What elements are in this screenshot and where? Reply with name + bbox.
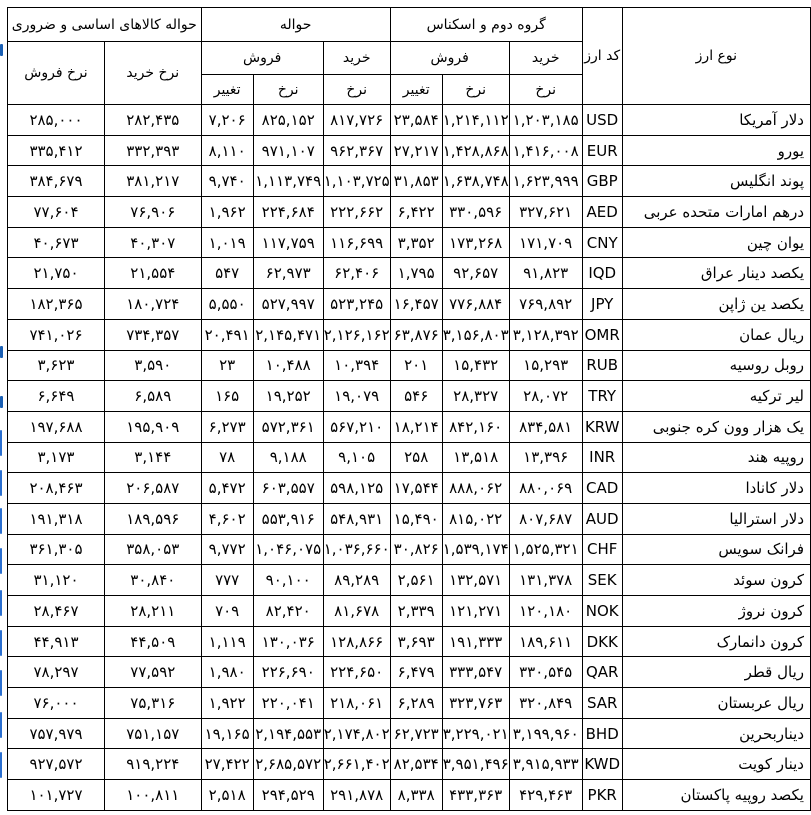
group2-sell-rate-cell: ۱,۲۱۴,۱۱۲ [442, 105, 509, 136]
group2-change-cell: ۶,۴۲۲ [390, 197, 442, 228]
edge-marker [0, 630, 2, 656]
transfer-change-cell: ۷,۲۰۶ [201, 105, 253, 136]
transfer-sell-rate-cell: ۵۷۲,۳۶۱ [253, 411, 323, 442]
group2-sell-rate-cell: ۳۲۳,۷۶۳ [442, 688, 509, 719]
group2-sell-rate-cell: ۱,۶۳۸,۷۴۸ [442, 166, 509, 197]
group2-change-cell: ۲,۵۶۱ [390, 565, 442, 596]
transfer-sell-rate-cell: ۲۲۶,۶۹۰ [253, 657, 323, 688]
header-currency-type: نوع ارز [622, 8, 810, 105]
group2-buy-rate-cell: ۱,۵۲۵,۳۲۱ [509, 534, 582, 565]
table-row [8, 688, 811, 719]
essential-sell-rate-cell: ۲۰۸,۴۶۳ [8, 473, 105, 504]
currency-code-cell: KWD [582, 749, 622, 780]
transfer-change-cell: ۵,۵۵۰ [201, 289, 253, 320]
essential-sell-rate-cell: ۷۷,۶۰۴ [8, 197, 105, 228]
group2-sell-rate-cell: ۲۸,۳۲۷ [442, 381, 509, 412]
group2-buy-rate-cell: ۳۳۰,۵۴۵ [509, 657, 582, 688]
table-row [8, 319, 811, 350]
edge-marker [0, 590, 2, 616]
essential-buy-rate-cell: ۷۳۴,۳۵۷ [104, 319, 201, 350]
currency-name-cell: ریال قطر [622, 657, 810, 688]
group2-buy-rate-cell: ۳,۹۱۵,۹۳۳ [509, 749, 582, 780]
currency-name-cell: کرون نروژ [622, 596, 810, 627]
group2-change-cell: ۱۸,۲۱۴ [390, 411, 442, 442]
transfer-change-cell: ۴,۶۰۲ [201, 503, 253, 534]
group2-sell-rate-cell: ۴۳۳,۳۶۳ [442, 780, 509, 811]
group2-change-cell: ۲۰۱ [390, 350, 442, 381]
transfer-sell-rate-cell: ۸۲۵,۱۵۲ [253, 105, 323, 136]
transfer-sell-rate-cell: ۱۰,۴۸۸ [253, 350, 323, 381]
essential-sell-rate-cell: ۲۱,۷۵۰ [8, 258, 105, 289]
essential-buy-rate-cell: ۲۱,۵۵۴ [104, 258, 201, 289]
transfer-change-cell: ۲۳ [201, 350, 253, 381]
currency-code-cell: AUD [582, 503, 622, 534]
group2-buy-rate-cell: ۳,۱۲۸,۳۹۲ [509, 319, 582, 350]
currency-name-cell: دینار کویت [622, 749, 810, 780]
transfer-buy-rate-cell: ۱۹,۰۷۹ [323, 381, 390, 412]
transfer-sell-rate-cell: ۹,۱۸۸ [253, 442, 323, 473]
essential-buy-rate-cell: ۳۰,۸۴۰ [104, 565, 201, 596]
transfer-buy-rate-cell: ۱۰,۳۹۴ [323, 350, 390, 381]
currency-name-cell: فرانک سویس [622, 534, 810, 565]
transfer-change-cell: ۲۰,۴۹۱ [201, 319, 253, 350]
currency-code-cell: USD [582, 105, 622, 136]
transfer-buy-rate-cell: ۶۲,۴۰۶ [323, 258, 390, 289]
group2-sell-rate-cell: ۳۳۰,۵۹۶ [442, 197, 509, 228]
table-row [8, 381, 811, 412]
header-transfer: حواله [201, 8, 390, 42]
essential-sell-rate-cell: ۷۴۱,۰۲۶ [8, 319, 105, 350]
transfer-buy-rate-cell: ۲۱۸,۰۶۱ [323, 688, 390, 719]
transfer-buy-rate-cell: ۵۶۷,۲۱۰ [323, 411, 390, 442]
transfer-buy-rate-cell: ۱,۱۰۳,۷۲۵ [323, 166, 390, 197]
transfer-buy-rate-cell: ۵۹۸,۱۲۵ [323, 473, 390, 504]
transfer-sell-rate-cell: ۱,۰۴۶,۰۷۵ [253, 534, 323, 565]
currency-name-cell: دلار استرالیا [622, 503, 810, 534]
currency-name-cell: یکصد ین ژاپن [622, 289, 810, 320]
group2-buy-rate-cell: ۳,۱۹۹,۹۶۰ [509, 718, 582, 749]
group2-change-cell: ۸۲,۵۳۴ [390, 749, 442, 780]
currency-name-cell: دلار کانادا [622, 473, 810, 504]
currency-name-cell: یک هزار وون کره جنوبی [622, 411, 810, 442]
transfer-buy-rate-cell: ۹۶۲,۳۶۷ [323, 135, 390, 166]
currency-code-cell: INR [582, 442, 622, 473]
currency-code-cell: AED [582, 197, 622, 228]
currency-code-cell: CNY [582, 227, 622, 258]
essential-sell-rate-cell: ۳,۶۲۳ [8, 350, 105, 381]
essential-sell-rate-cell: ۷۸,۲۹۷ [8, 657, 105, 688]
group2-change-cell: ۳۱,۸۵۳ [390, 166, 442, 197]
transfer-change-cell: ۱,۹۸۰ [201, 657, 253, 688]
essential-buy-rate-cell: ۷۶,۹۰۶ [104, 197, 201, 228]
group2-sell-rate-cell: ۱۵,۴۳۲ [442, 350, 509, 381]
header-group2-buy: خرید [509, 42, 582, 75]
transfer-change-cell: ۲,۵۱۸ [201, 780, 253, 811]
group2-change-cell: ۵۴۶ [390, 381, 442, 412]
transfer-change-cell: ۱,۰۱۹ [201, 227, 253, 258]
transfer-sell-rate-cell: ۹۰,۱۰۰ [253, 565, 323, 596]
transfer-sell-rate-cell: ۱۱۷,۷۵۹ [253, 227, 323, 258]
transfer-change-cell: ۱,۹۶۲ [201, 197, 253, 228]
transfer-sell-rate-cell: ۶۰۳,۵۵۷ [253, 473, 323, 504]
group2-sell-rate-cell: ۸۸۸,۰۶۲ [442, 473, 509, 504]
currency-name-cell: یکصد دینار عراق [622, 258, 810, 289]
transfer-sell-rate-cell: ۵۵۳,۹۱۶ [253, 503, 323, 534]
transfer-sell-rate-cell: ۱,۱۱۳,۷۴۹ [253, 166, 323, 197]
header-transfer-sell-rate: نرخ [253, 75, 323, 105]
table-row [8, 534, 811, 565]
currency-code-cell: GBP [582, 166, 622, 197]
essential-buy-rate-cell: ۲۸۲,۴۳۵ [104, 105, 201, 136]
table-row [8, 105, 811, 136]
essential-buy-rate-cell: ۳,۱۴۴ [104, 442, 201, 473]
table-row [8, 166, 811, 197]
currency-code-cell: KRW [582, 411, 622, 442]
essential-sell-rate-cell: ۱۰۱,۷۲۷ [8, 780, 105, 811]
transfer-buy-rate-cell: ۱۱۶,۶۹۹ [323, 227, 390, 258]
essential-sell-rate-cell: ۴۰,۶۷۳ [8, 227, 105, 258]
group2-change-cell: ۶,۲۸۹ [390, 688, 442, 719]
header-currency-code: کد ارز [582, 8, 622, 105]
header-group2-change: تغییر [390, 75, 442, 105]
transfer-buy-rate-cell: ۱,۰۳۶,۶۶۰ [323, 534, 390, 565]
essential-sell-rate-cell: ۲۸,۴۶۷ [8, 596, 105, 627]
essential-sell-rate-cell: ۶,۶۴۹ [8, 381, 105, 412]
essential-sell-rate-cell: ۲۸۵,۰۰۰ [8, 105, 105, 136]
edge-marker [0, 396, 3, 408]
table-row [8, 135, 811, 166]
transfer-sell-rate-cell: ۹۷۱,۱۰۷ [253, 135, 323, 166]
essential-buy-rate-cell: ۷۷,۵۹۲ [104, 657, 201, 688]
essential-buy-rate-cell: ۴۴,۵۰۹ [104, 626, 201, 657]
group2-buy-rate-cell: ۱۳,۳۹۶ [509, 442, 582, 473]
group2-buy-rate-cell: ۱۷۱,۷۰۹ [509, 227, 582, 258]
transfer-sell-rate-cell: ۲,۶۸۵,۵۷۲ [253, 749, 323, 780]
group2-change-cell: ۲۷,۲۱۷ [390, 135, 442, 166]
exchange-rate-table [7, 7, 811, 811]
table-row [8, 718, 811, 749]
table-row [8, 227, 811, 258]
group2-change-cell: ۶۲,۷۲۳ [390, 718, 442, 749]
currency-name-cell: دلار آمریکا [622, 105, 810, 136]
currency-name-cell: روبل روسیه [622, 350, 810, 381]
essential-buy-rate-cell: ۳,۵۹۰ [104, 350, 201, 381]
transfer-buy-rate-cell: ۲۲۴,۶۵۰ [323, 657, 390, 688]
transfer-sell-rate-cell: ۸۲,۴۲۰ [253, 596, 323, 627]
currency-code-cell: QAR [582, 657, 622, 688]
currency-code-cell: OMR [582, 319, 622, 350]
table-row [8, 289, 811, 320]
group2-change-cell: ۲۳,۵۸۴ [390, 105, 442, 136]
group2-sell-rate-cell: ۸۱۵,۰۲۲ [442, 503, 509, 534]
currency-code-cell: PKR [582, 780, 622, 811]
header-essential-sell-rate: نرخ فروش [8, 42, 105, 105]
transfer-buy-rate-cell: ۸۹,۲۸۹ [323, 565, 390, 596]
edge-marker [0, 508, 2, 534]
transfer-change-cell: ۶,۲۷۳ [201, 411, 253, 442]
essential-buy-rate-cell: ۹۱۹,۲۲۴ [104, 749, 201, 780]
group2-buy-rate-cell: ۴۲۹,۴۶۳ [509, 780, 582, 811]
essential-buy-rate-cell: ۴۰,۳۰۷ [104, 227, 201, 258]
group2-sell-rate-cell: ۳,۱۵۶,۸۰۳ [442, 319, 509, 350]
currency-name-cell: درهم امارات متحده عربی [622, 197, 810, 228]
currency-name-cell: کرون دانمارک [622, 626, 810, 657]
currency-code-cell: RUB [582, 350, 622, 381]
table-row [8, 503, 811, 534]
table-row [8, 258, 811, 289]
essential-buy-rate-cell: ۲۸,۲۱۱ [104, 596, 201, 627]
currency-name-cell: یوان چین [622, 227, 810, 258]
group2-change-cell: ۶,۴۷۹ [390, 657, 442, 688]
group2-sell-rate-cell: ۳,۹۵۱,۴۹۶ [442, 749, 509, 780]
group2-sell-rate-cell: ۳۳۳,۵۴۷ [442, 657, 509, 688]
currency-name-cell: ریال عمان [622, 319, 810, 350]
currency-name-cell: کرون سوئد [622, 565, 810, 596]
group2-buy-rate-cell: ۱۸۹,۶۱۱ [509, 626, 582, 657]
group2-sell-rate-cell: ۷۷۶,۸۸۴ [442, 289, 509, 320]
header-group2-buy-rate: نرخ [509, 75, 582, 105]
essential-buy-rate-cell: ۳۸۱,۲۱۷ [104, 166, 201, 197]
group2-buy-rate-cell: ۸۰۷,۶۸۷ [509, 503, 582, 534]
group2-buy-rate-cell: ۹۱,۸۲۳ [509, 258, 582, 289]
transfer-sell-rate-cell: ۲۲۰,۰۴۱ [253, 688, 323, 719]
header-group2-cash: گروه دوم و اسکناس [390, 8, 582, 42]
group2-buy-rate-cell: ۷۶۹,۸۹۲ [509, 289, 582, 320]
transfer-change-cell: ۹,۷۴۰ [201, 166, 253, 197]
currency-code-cell: SAR [582, 688, 622, 719]
transfer-sell-rate-cell: ۲۲۴,۶۸۴ [253, 197, 323, 228]
group2-buy-rate-cell: ۳۲۷,۶۲۱ [509, 197, 582, 228]
group2-sell-rate-cell: ۱۲۱,۲۷۱ [442, 596, 509, 627]
group2-sell-rate-cell: ۱۷۳,۲۶۸ [442, 227, 509, 258]
edge-marker [0, 670, 2, 696]
group2-change-cell: ۱۷,۵۴۴ [390, 473, 442, 504]
group2-buy-rate-cell: ۸۸۰,۰۶۹ [509, 473, 582, 504]
currency-name-cell: یکصد روپیه پاکستان [622, 780, 810, 811]
essential-sell-rate-cell: ۳۳۵,۴۱۲ [8, 135, 105, 166]
transfer-buy-rate-cell: ۵۴۸,۹۳۱ [323, 503, 390, 534]
essential-sell-rate-cell: ۳۸۴,۶۷۹ [8, 166, 105, 197]
header-group2-sell-rate: نرخ [442, 75, 509, 105]
group2-sell-rate-cell: ۱۹۱,۳۳۳ [442, 626, 509, 657]
currency-code-cell: TRY [582, 381, 622, 412]
essential-buy-rate-cell: ۲۰۶,۵۸۷ [104, 473, 201, 504]
header-essential-buy-rate: نرخ خرید [104, 42, 201, 105]
table-row [8, 350, 811, 381]
transfer-buy-rate-cell: ۹,۱۰۵ [323, 442, 390, 473]
currency-name-cell: روپیه هند [622, 442, 810, 473]
currency-code-cell: NOK [582, 596, 622, 627]
group2-buy-rate-cell: ۱,۲۰۳,۱۸۵ [509, 105, 582, 136]
essential-buy-rate-cell: ۱۰۰,۸۱۱ [104, 780, 201, 811]
transfer-change-cell: ۵,۴۷۲ [201, 473, 253, 504]
transfer-buy-rate-cell: ۸۱,۶۷۸ [323, 596, 390, 627]
transfer-change-cell: ۱,۹۲۲ [201, 688, 253, 719]
transfer-change-cell: ۸,۱۱۰ [201, 135, 253, 166]
transfer-buy-rate-cell: ۱۲۸,۸۶۶ [323, 626, 390, 657]
group2-sell-rate-cell: ۱۳۲,۵۷۱ [442, 565, 509, 596]
currency-name-cell: لیر ترکیه [622, 381, 810, 412]
essential-buy-rate-cell: ۷۵۱,۱۵۷ [104, 718, 201, 749]
group2-sell-rate-cell: ۱,۵۳۹,۱۷۴ [442, 534, 509, 565]
essential-sell-rate-cell: ۱۹۷,۶۸۸ [8, 411, 105, 442]
table-row [8, 657, 811, 688]
currency-name-cell: ریال عربستان [622, 688, 810, 719]
transfer-change-cell: ۹,۷۷۲ [201, 534, 253, 565]
header-essential-goods-transfer: حواله کالاهای اساسی و ضروری [8, 8, 202, 42]
header-transfer-buy-rate: نرخ [323, 75, 390, 105]
table-row [8, 473, 811, 504]
transfer-buy-rate-cell: ۲,۶۶۱,۴۰۲ [323, 749, 390, 780]
transfer-change-cell: ۵۴۷ [201, 258, 253, 289]
table-row [8, 596, 811, 627]
edge-marker [0, 752, 2, 778]
currency-name-cell: دیناربحرین [622, 718, 810, 749]
group2-change-cell: ۲,۳۳۹ [390, 596, 442, 627]
group2-buy-rate-cell: ۱,۶۲۳,۹۹۹ [509, 166, 582, 197]
currency-code-cell: DKK [582, 626, 622, 657]
transfer-sell-rate-cell: ۶۲,۹۷۳ [253, 258, 323, 289]
transfer-change-cell: ۷۷۷ [201, 565, 253, 596]
currency-code-cell: JPY [582, 289, 622, 320]
transfer-change-cell: ۱,۱۱۹ [201, 626, 253, 657]
group2-buy-rate-cell: ۱,۴۱۶,۰۰۸ [509, 135, 582, 166]
group2-sell-rate-cell: ۳,۲۲۹,۰۲۱ [442, 718, 509, 749]
transfer-change-cell: ۲۷,۴۲۲ [201, 749, 253, 780]
edge-marker [0, 44, 3, 56]
group2-change-cell: ۳,۳۵۲ [390, 227, 442, 258]
transfer-buy-rate-cell: ۲۲۲,۶۶۲ [323, 197, 390, 228]
left-edge-strip [0, 0, 6, 815]
essential-buy-rate-cell: ۳۵۸,۰۵۳ [104, 534, 201, 565]
group2-buy-rate-cell: ۱۵,۲۹۳ [509, 350, 582, 381]
essential-sell-rate-cell: ۷۶,۰۰۰ [8, 688, 105, 719]
transfer-change-cell: ۷۸ [201, 442, 253, 473]
header-transfer-change: تغییر [201, 75, 253, 105]
header-transfer-buy: خرید [323, 42, 390, 75]
edge-marker [0, 346, 3, 358]
essential-sell-rate-cell: ۱۸۲,۳۶۵ [8, 289, 105, 320]
currency-code-cell: SEK [582, 565, 622, 596]
transfer-change-cell: ۷۰۹ [201, 596, 253, 627]
transfer-buy-rate-cell: ۲۹۱,۸۷۸ [323, 780, 390, 811]
currency-name-cell: پوند انگلیس [622, 166, 810, 197]
essential-buy-rate-cell: ۷۵,۳۱۶ [104, 688, 201, 719]
transfer-change-cell: ۱۹,۱۶۵ [201, 718, 253, 749]
group2-change-cell: ۶۳,۸۷۶ [390, 319, 442, 350]
group2-change-cell: ۱,۷۹۵ [390, 258, 442, 289]
transfer-buy-rate-cell: ۲,۱۲۶,۱۶۲ [323, 319, 390, 350]
transfer-buy-rate-cell: ۸۱۷,۷۲۶ [323, 105, 390, 136]
essential-buy-rate-cell: ۱۸۹,۵۹۶ [104, 503, 201, 534]
edge-marker [0, 548, 2, 574]
essential-buy-rate-cell: ۱۸۰,۷۲۴ [104, 289, 201, 320]
rate-rows [8, 105, 811, 811]
currency-code-cell: CAD [582, 473, 622, 504]
transfer-sell-rate-cell: ۲۹۴,۵۲۹ [253, 780, 323, 811]
edge-marker [0, 470, 2, 496]
group2-buy-rate-cell: ۲۸,۰۷۲ [509, 381, 582, 412]
table-row [8, 197, 811, 228]
table-row [8, 626, 811, 657]
table-row [8, 411, 811, 442]
transfer-sell-rate-cell: ۲,۱۹۴,۵۵۳ [253, 718, 323, 749]
table-row [8, 749, 811, 780]
group2-sell-rate-cell: ۸۴۲,۱۶۰ [442, 411, 509, 442]
currency-code-cell: EUR [582, 135, 622, 166]
header-group2-sell: فروش [390, 42, 509, 75]
group2-change-cell: ۱۶,۴۵۷ [390, 289, 442, 320]
header-transfer-sell: فروش [201, 42, 323, 75]
transfer-buy-rate-cell: ۵۲۳,۲۴۵ [323, 289, 390, 320]
essential-sell-rate-cell: ۴۴,۹۱۳ [8, 626, 105, 657]
currency-code-cell: IQD [582, 258, 622, 289]
currency-code-cell: CHF [582, 534, 622, 565]
transfer-buy-rate-cell: ۲,۱۷۴,۸۰۲ [323, 718, 390, 749]
essential-sell-rate-cell: ۷۵۷,۹۷۹ [8, 718, 105, 749]
group2-sell-rate-cell: ۱۳,۵۱۸ [442, 442, 509, 473]
transfer-sell-rate-cell: ۵۲۷,۹۹۷ [253, 289, 323, 320]
essential-buy-rate-cell: ۱۹۵,۹۰۹ [104, 411, 201, 442]
essential-sell-rate-cell: ۱۹۱,۳۱۸ [8, 503, 105, 534]
transfer-sell-rate-cell: ۲,۱۴۵,۴۷۱ [253, 319, 323, 350]
table-row [8, 565, 811, 596]
group2-buy-rate-cell: ۸۳۴,۵۸۱ [509, 411, 582, 442]
group2-change-cell: ۳۰,۸۲۶ [390, 534, 442, 565]
transfer-sell-rate-cell: ۱۳۰,۰۳۶ [253, 626, 323, 657]
edge-marker [0, 712, 2, 738]
essential-buy-rate-cell: ۶,۵۸۹ [104, 381, 201, 412]
group2-change-cell: ۸,۳۳۸ [390, 780, 442, 811]
group2-change-cell: ۳,۶۹۳ [390, 626, 442, 657]
transfer-sell-rate-cell: ۱۹,۲۵۲ [253, 381, 323, 412]
group2-change-cell: ۱۵,۴۹۰ [390, 503, 442, 534]
group2-sell-rate-cell: ۱,۴۲۸,۸۶۸ [442, 135, 509, 166]
group2-buy-rate-cell: ۱۳۱,۳۷۸ [509, 565, 582, 596]
essential-sell-rate-cell: ۳,۱۷۳ [8, 442, 105, 473]
essential-buy-rate-cell: ۳۳۲,۳۹۳ [104, 135, 201, 166]
table-row [8, 442, 811, 473]
group2-change-cell: ۲۵۸ [390, 442, 442, 473]
group2-sell-rate-cell: ۹۲,۶۵۷ [442, 258, 509, 289]
essential-sell-rate-cell: ۳۶۱,۳۰۵ [8, 534, 105, 565]
group2-buy-rate-cell: ۳۲۰,۸۴۹ [509, 688, 582, 719]
edge-marker [0, 430, 2, 456]
currency-name-cell: یورو [622, 135, 810, 166]
essential-sell-rate-cell: ۳۱,۱۲۰ [8, 565, 105, 596]
table-row [8, 780, 811, 811]
transfer-change-cell: ۱۶۵ [201, 381, 253, 412]
currency-code-cell: BHD [582, 718, 622, 749]
essential-sell-rate-cell: ۹۲۷,۵۷۲ [8, 749, 105, 780]
group2-buy-rate-cell: ۱۲۰,۱۸۰ [509, 596, 582, 627]
